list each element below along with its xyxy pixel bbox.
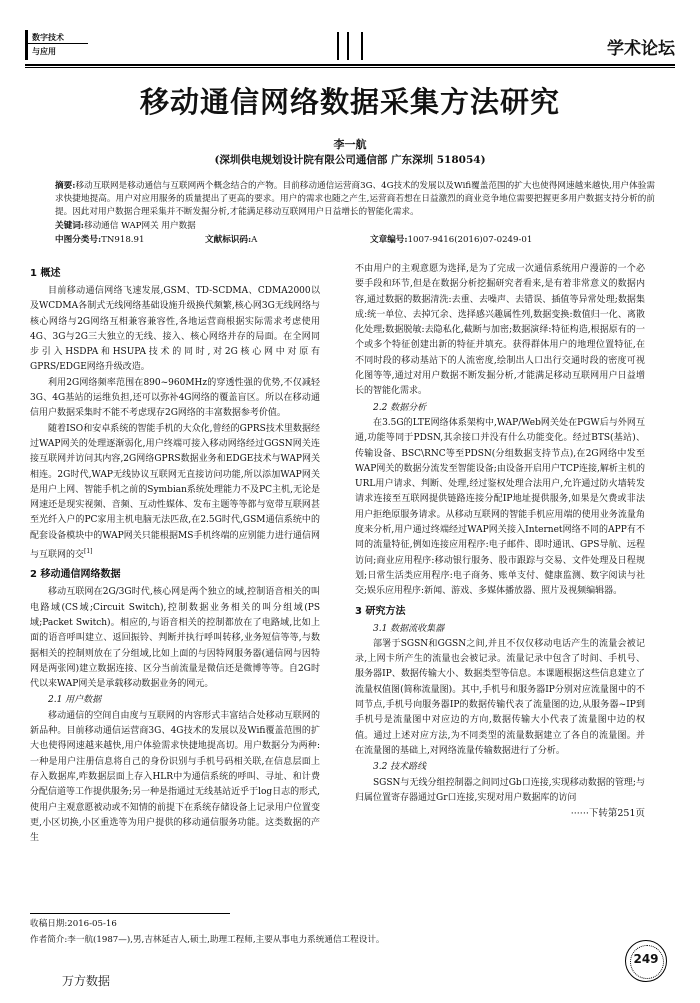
footnote-rule xyxy=(30,913,230,914)
right-section-heading: 3 研究方法 xyxy=(355,605,406,617)
clc-value: TN918.91 xyxy=(101,235,145,245)
keywords xyxy=(55,220,655,233)
abstract-text: 移动互联网是移动通信与互联网两个概念结合的产物。目前移动通信运营商3G、4G技术的发展以及Wifi覆盖范围的扩大也使得网速越来越快,用户体验需求快捷地提高。用户对应用服务的质量提出了更高的要求。用户的需求也随之产生,运营商若想在日益激烈的商业竞争地位需要把握更多用户数据支持分析的前提。因此对用户数据合理采集并不断发掘分析,才能满足移动互联网用户日益增长的智能化需求。 xyxy=(55,181,655,217)
header-rule xyxy=(25,64,675,66)
left-column xyxy=(30,262,320,846)
author-bio: 作者简介:李一航(1987—),男,吉林延吉人,硕士,助理工程师,主要从事电力系统通信工程设计。 xyxy=(30,935,385,945)
abstract-label: 摘要: xyxy=(55,181,76,191)
article-title: 移动通信网络数据采集方法研究 xyxy=(139,85,560,119)
left-section-heading: 2 移动通信网络数据 xyxy=(30,569,121,581)
article-author: 李一航 xyxy=(333,138,367,151)
left-paragraph: 移动通信的空间自由度与互联网的内容形式丰富结合处移动互联网的新品种。目前移动通信运营商3G、4G技术的发展以及Wifi覆盖范围的扩大也使得网速越来越快,用户体验需求快捷地提高切。用户数据分为两种:一种是用户注册信息将自己的身份识别与手机号码相关联,在信息层面上存入数据库,咋数据层面上存入HLR中为通信系统的呼叫、寻址、和计费分配信道等工作提供服务;另一种是指通过无线基站近乎于log日志的形式,使用户主观意愿被动或不知情的前提下在系统存储设备上记录用户位置变更,小区切换,小区重选等为用户提供的移动通信服务功能。这类数据的产生 xyxy=(30,710,320,844)
keywords-text: 移动通信 WAP网关 用户数据 xyxy=(83,221,196,231)
keywords-label: 关键词: xyxy=(55,221,84,231)
left-paragraph: 随着ISO和安卓系统的智能手机的大众化,曾经的GPRS技术里数据经过WAP网关的处理逐渐弱化,用户终端可接入移动网络经过GGSN网关连接互联网并访问其内容,2G网络GPRS数据业务和EDGE技术与WAP网关相连。2G时代,WAP无线协议互联网无直接访问功能,所以添加WAP网关是用户上网、智能手机之前的Symbian系统处理能力不及PC主机,无论是网速还是现实视频、音频、互动性媒体、发布主题等等都与宽带互联网甚至光纤入户的PC家用主机电脑无法匹敌,在2.5G时代,GSM通信系统中的配套设备模块中的WAP网关只能根据MS手机终端的应别能力进行通信网与互联网的交[1] xyxy=(30,423,320,561)
page-number-badge xyxy=(625,940,667,982)
right-paragraph: SGSN与无线分组控制器之间同过Gb口连接,实现移动数据的管理;与归属位置寄存器通过Gr口连接,实现对用户数据库的访问 xyxy=(355,777,645,803)
logo-line-1: 数字技术 xyxy=(32,32,64,42)
abstract xyxy=(55,180,655,219)
logo-line-2: 与应用 xyxy=(32,46,56,56)
received-date: 收稿日期:2016-05-16 xyxy=(30,919,117,929)
right-paragraph: 部署于SGSN和GGSN之间,并且不仅仅移动电话产生的流量会被记录,上网卡所产生的流量也会被记录。流量记录中包含了时间、手机号、服务器IP、数据传输大小、数据类型等信息。本课题根据这些信息建立了流量权值图(简称流量图)。其中,手机号和服务器IP分别对应流量图中的不同节点,手机号向服务器IP的数据传输代表了流量图的边,从服务器~IP到手机号是流量图中对应边的方向,数据传输大小代表了流量图中边的权值。通过上述对应方法,为不同类型的流量数据建立了各自的流量图。并在流量图的基础上,对网络流量传输数据进行了分析。 xyxy=(355,638,645,756)
left-subsection-heading: 2.1 用户数据 xyxy=(48,695,102,706)
right-subsection-heading: 3.1 数据流收集器 xyxy=(373,623,445,634)
header-bars-decoration xyxy=(337,32,367,60)
logo-divider xyxy=(28,43,88,44)
left-paragraph: 移动互联网在2G/3G时代,核心网是两个独立的域,控制语音相关的叫电路域(CS域;Circuit Switch),控制数据业务相关的叫分组域(PS域;Packet Switch)。相应的,与语音相关的控制都放在了电路域,比如上面的语音呼叫建立、返回振铃、判断并执行呼叫转移,业务短信等等,与数据相关的控制则放在了分组域,比如上面的与因特网服务器(通信网与因特网是两张网)建立数据连接、区分当前流量是微信还是微博等等。自2G时代以来WAP网关是承载移动数据业务的网元。 xyxy=(30,587,320,690)
right-paragraph: 不由用户的主观意愿为选择,是为了完成一次通信系统用户漫游的一个必要手段和环节,但是在数据分析挖掘研究者看来,是有着非常意义的数据内容,通过数据的数据清洗:去重、去噪声、去错误、插值等异常处理;数据集成:统一单位、去掉冗余、选择感兴趣属性列,数据变换:数值归一化、离散化处理;数据脱敏:去隐私化,截断与加密;数据演绎:特征构造,根据原有的一个或多个特征创建出新的特征并填充。获得群体用户的地理位置特征,在不同时段的移动基站下的人流密度,绘制出人口出行交通时段的密度可视化图等等,通过对用户数据不断发掘分析,才能满足移动互联网用户日益增长的智能化需求。 xyxy=(355,264,645,397)
left-paragraph: 利用2G网络频率范围在890~960MHz的穿透性强的优势,不仅减轻3G、4G基站的运维负担,还可以弥补4G网络的覆盖盲区。所以在移动通信用户数据采集时不能不考虑现存2G网络的丰富数据参考价值。 xyxy=(30,377,320,419)
right-subsection-heading: 3.2 技术路线 xyxy=(373,762,427,773)
reference-mark: [1] xyxy=(84,548,93,556)
right-paragraph: 在3.5G的LTE网络体系架构中,WAP/Web网关处在PGW后与外网互通,功能等同于PDSN,其余接口并没有什么功能变化。经过BTS(基站)、传输设备、BSC\RNC等至PDSN(分组数据支持节点),在2G网络中发至WAP网关的数据分流发至智能设备;由设备开启用户TCP连接,解析主机的URL用户请求、判断、处理,经过鉴权处理合法用户,允许通过防火墙转发请求连接至互联网提供链路连接分配IP地址提供服务,如果是欠费或非法用户拒绝原服务请求。从移动互联网的智能手机应用端的使用业务流量角度来分析,用户通过终端经过WAP网关接入Internet网络不同的APP有不同的流量特征,例如连接应用程序:电子邮件、即时通讯、GPS导航、远程访问;商业应用程序:移动银行服务、股市跟踪与交易、文件处理及日程规划;日常生活类应用程序:电子商务、账单支付、健康监测、数字阅读与社交;娱乐应用程序:新闻、游戏、多媒体播放器、照片及视频编辑器。 xyxy=(355,417,645,597)
left-section-heading: 1 概述 xyxy=(30,268,61,279)
running-header xyxy=(25,30,675,64)
doc-code-value: A xyxy=(251,235,258,245)
author-affiliation: (深圳供电规划设计院有限公司通信部 广东深圳 518054) xyxy=(214,154,486,166)
watermark: 万方数据 xyxy=(62,974,111,988)
continued-on-note: ······下转第251页 xyxy=(570,808,645,820)
left-paragraph: 目前移动通信网络飞速发展,GSM、TD-SCDMA、CDMA2000以及WCDMA各制式无线网络基础设施升级换代频繁,核心网3G无线网络与核心网络与2G网络互相兼容兼容性,各地运营商根据实际需求考虑使用4G、3G与2G三大独立的无线、接入、核心网络并存的局面。在全网同步引入HSDPA和HSUPA技术的同时,对2G核心网中对原有GPRS/EDGE网络升级改造。 xyxy=(30,286,320,373)
section-name: 学术论坛 xyxy=(607,39,675,59)
doc-code-label: 文献标识码: xyxy=(205,235,252,245)
right-subsection-heading: 2.2 数据分析 xyxy=(373,402,427,413)
right-column xyxy=(355,262,645,821)
article-no-label: 文章编号: xyxy=(370,235,408,245)
clc-label: 中图分类号: xyxy=(55,235,102,245)
header-rule-thin xyxy=(25,67,675,68)
article-no-value: 1007-9416(2016)07-0249-01 xyxy=(407,235,533,245)
page-number: 249 xyxy=(633,952,659,966)
journal-logo xyxy=(25,30,90,60)
